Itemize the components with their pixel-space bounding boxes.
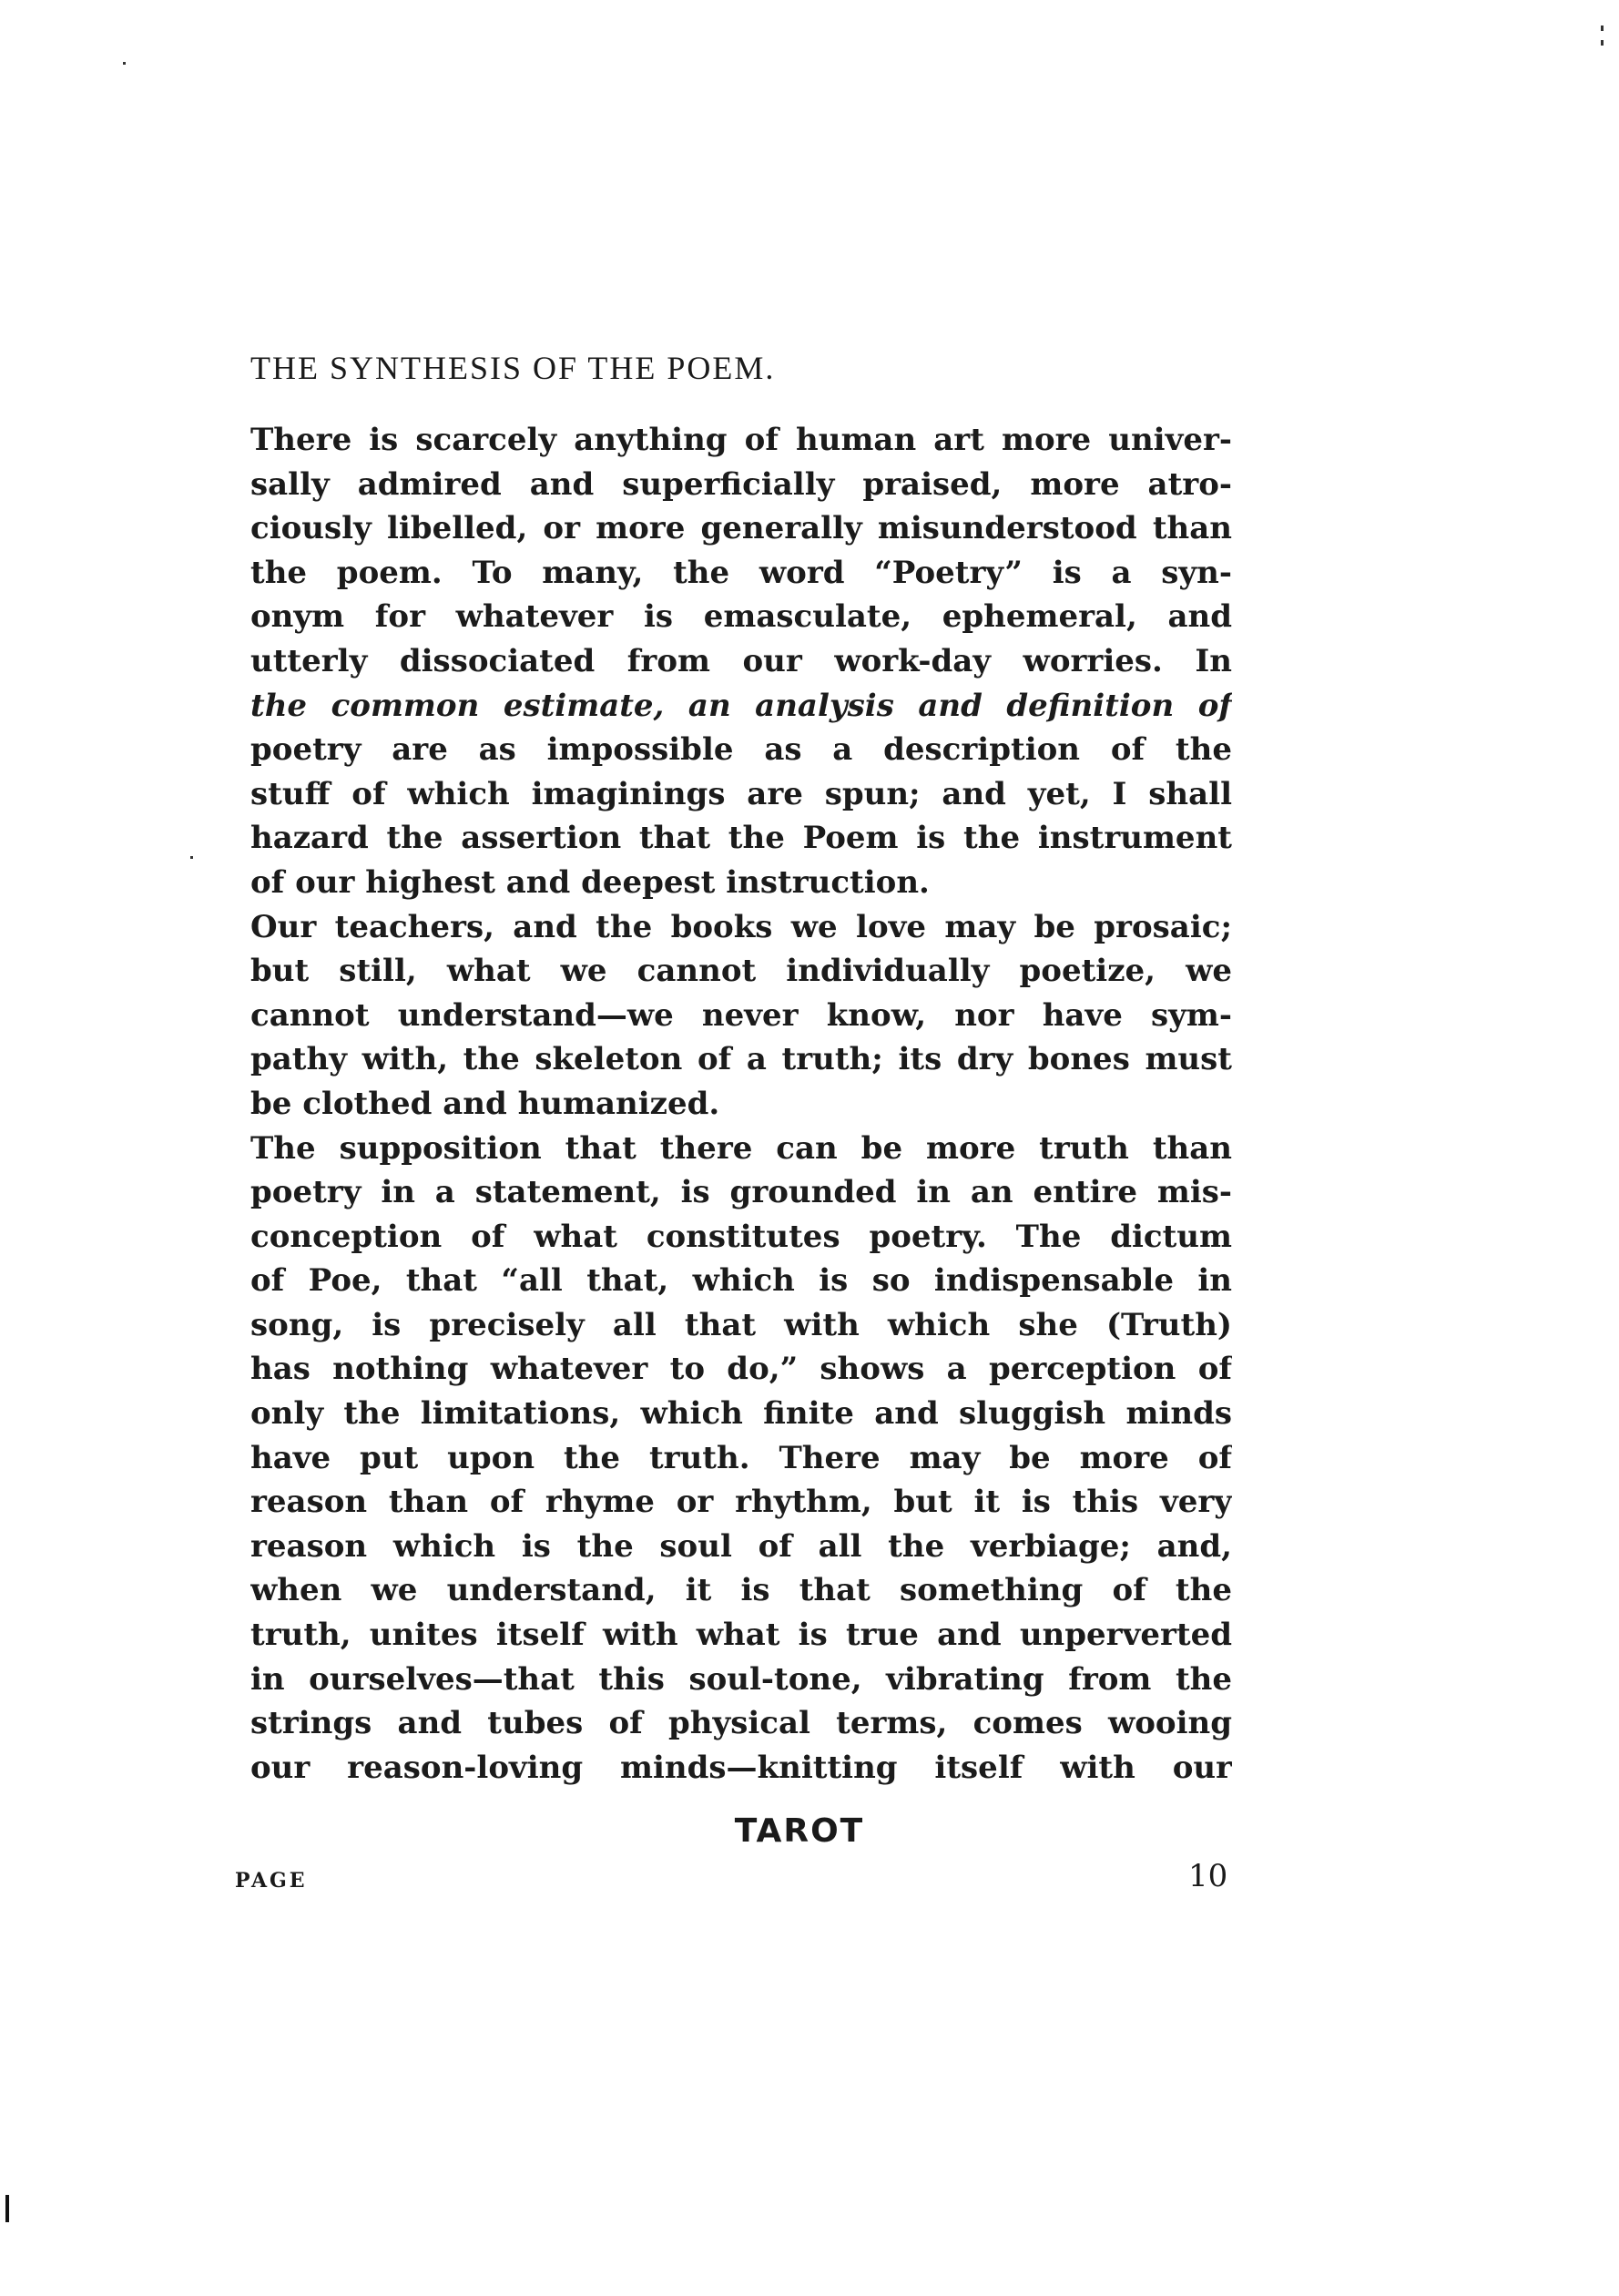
text-line: the common estimate, an analysis and definition of: [250, 687, 1232, 724]
text-line: have put upon the truth. There may be more of: [250, 1439, 1232, 1476]
text-line: reason which is the soul of all the verbiage; and,: [250, 1527, 1232, 1565]
running-title: TAROT: [734, 1812, 865, 1850]
text-line: There is scarcely anything of human art more univer-: [250, 422, 1232, 458]
text-line: utterly dissociated from our work-day worries. In: [250, 642, 1232, 679]
text-line: only the limitations, which finite and sluggish minds: [250, 1395, 1232, 1433]
text-line: ciously libelled, or more generally misunderstood than: [250, 510, 1232, 547]
text-line: the poem. To many, the word “Poetry” is a syn-: [250, 554, 1232, 591]
text-line: when we understand, it is that something of the: [250, 1572, 1232, 1609]
text-line: of our highest and deepest instruction.: [250, 863, 930, 901]
scan-speck: [5, 2195, 9, 2222]
text-line: but still, what we cannot individually poetize, we: [250, 953, 1232, 990]
text-line: pathy with, the skeleton of a truth; its dry bones must: [250, 1041, 1232, 1078]
text-line: conception of what constitutes poetry. The dictum: [250, 1218, 1232, 1255]
text-line: reason than of rhyme or rhythm, but it is this very: [250, 1484, 1232, 1521]
scan-speck: [123, 62, 126, 65]
section-heading: THE SYNTHESIS OF THE POEM.: [250, 350, 776, 386]
scan-speck: [1601, 26, 1604, 31]
text-line: cannot understand—we never know, nor have sym-: [250, 996, 1232, 1034]
text-line: hazard the assertion that the Poem is the instrument: [250, 820, 1232, 857]
text-line: The supposition that there can be more truth than: [250, 1129, 1232, 1167]
scan-speck: [190, 856, 193, 859]
text-line: has nothing whatever to do,” shows a perception of: [250, 1351, 1232, 1388]
text-line: in ourselves—that this soul-tone, vibrating from the: [250, 1660, 1232, 1698]
text-line: sally admired and superficially praised, more atro-: [250, 465, 1232, 503]
scan-speck: [1601, 40, 1604, 46]
page-label: PAGE: [235, 1869, 308, 1893]
text-line: be clothed and humanized.: [250, 1085, 720, 1122]
text-line: truth, unites itself with what is true and unperverted: [250, 1617, 1232, 1654]
text-line: strings and tubes of physical terms, comes wooing: [250, 1705, 1232, 1742]
text-line: Our teachers, and the books we love may be prosaic;: [250, 908, 1232, 945]
text-line: poetry are as impossible as a description of the: [250, 731, 1232, 769]
text-line: our reason-loving minds—knitting itself with our: [250, 1749, 1232, 1786]
body-text: [250, 418, 1232, 1790]
text-line: stuff of which imaginings are spun; and yet, I shall: [250, 775, 1232, 812]
text-line: song, is precisely all that with which she (Truth): [250, 1306, 1232, 1343]
page-number: 10: [1188, 1858, 1228, 1894]
text-line: poetry in a statement, is grounded in an entire mis-: [250, 1174, 1232, 1211]
text-line: of Poe, that “all that, which is so indispensable in: [250, 1262, 1232, 1300]
text-line: onym for whatever is emasculate, ephemeral, and: [250, 598, 1232, 636]
